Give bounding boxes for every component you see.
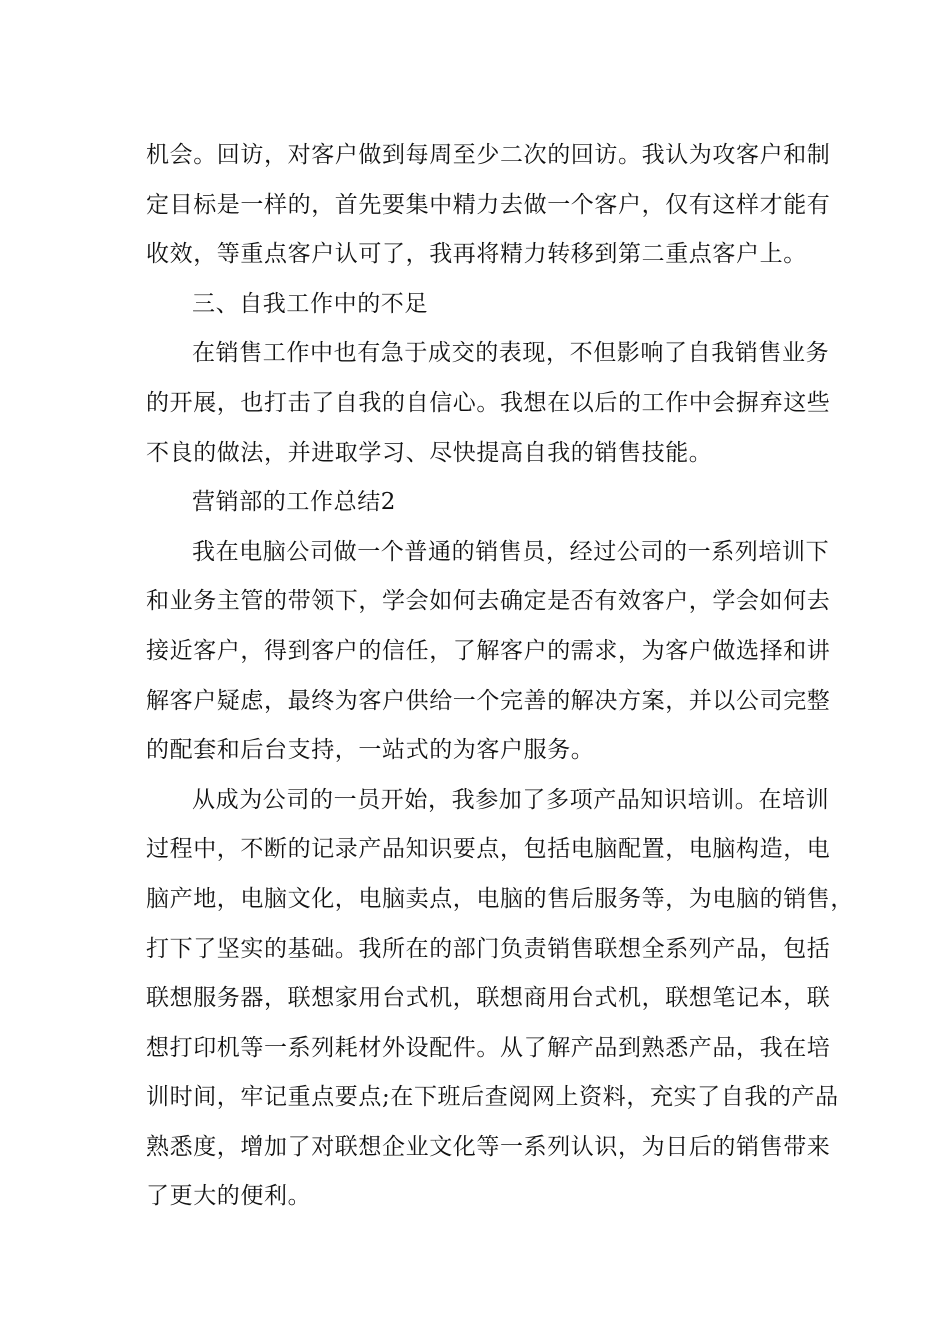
text-line: 联想服务器，联想家用台式机，联想商用台式机，联想笔记本，联: [146, 985, 831, 1012]
text-line: 我在电脑公司做一个普通的销售员，经过公司的一系列培训下: [192, 538, 830, 565]
document-body: [146, 131, 854, 1222]
text-line: 打下了坚实的基础。我所在的部门负责销售联想全系列产品，包括: [146, 935, 831, 962]
text-line: 不良的做法，并进取学习、尽快提高自我的销售技能。: [146, 439, 713, 466]
text-line: 脑产地，电脑文化，电脑卖点，电脑的售后服务等，为电脑的销售，: [146, 885, 854, 912]
text-line: 机会。回访，对客户做到每周至少二次的回访。我认为攻客户和制: [146, 142, 831, 168]
text-line: 在销售工作中也有急于成交的表现，不但影响了自我销售业务: [192, 340, 830, 367]
text-line: 过程中，不断的记录产品知识要点，包括电脑配置，电脑构造，电: [146, 836, 831, 863]
text-line: 熟悉度，增加了对联想企业文化等一系列认识，为日后的销售带来: [146, 1133, 831, 1160]
text-line: 接近客户，得到客户的信任，了解客户的需求，为客户做选择和讲: [146, 637, 831, 664]
text-line: 训时间，牢记重点要点;在下班后查阅网上资料，充实了自我的产品: [146, 1084, 839, 1111]
text-line: 从成为公司的一员开始，我参加了多项产品知识培训。在培训: [192, 786, 830, 813]
text-line: 收效，等重点客户认可了，我再将精力转移到第二重点客户上。: [146, 241, 807, 268]
text-line: 和业务主管的带领下，学会如何去确定是否有效客户，学会如何去: [146, 588, 831, 615]
text-line: 的配套和后台支持，一站式的为客户服务。: [146, 737, 595, 764]
text-line: 解客户疑虑，最终为客户供给一个完善的解决方案，并以公司完整: [146, 687, 831, 714]
section-title: 营销部的工作总结2: [192, 489, 397, 516]
section-heading: 三、自我工作中的不足: [192, 290, 428, 317]
text-line: 了更大的便利。: [146, 1183, 312, 1210]
text-line: 的开展，也打击了自我的自信心。我想在以后的工作中会摒弃这些: [146, 389, 831, 416]
text-line: 定目标是一样的，首先要集中精力去做一个客户，仅有这样才能有: [146, 191, 831, 218]
text-line: 想打印机等一系列耗材外设配件。从了解产品到熟悉产品，我在培: [146, 1034, 831, 1061]
